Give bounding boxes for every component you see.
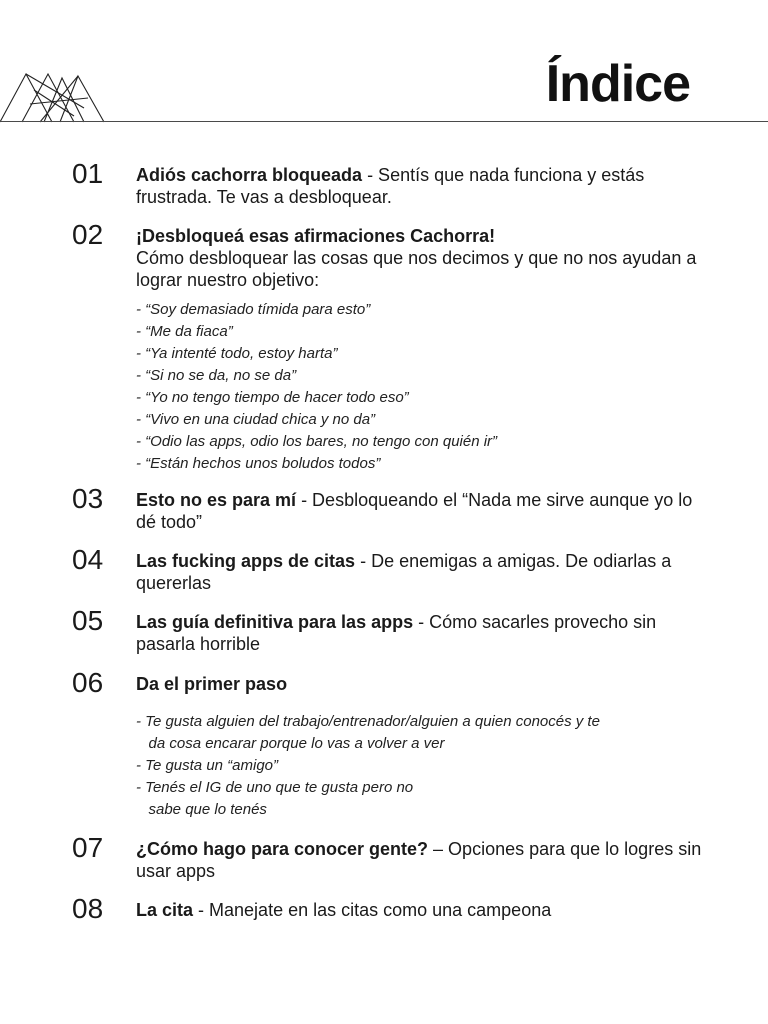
toc-entry-01 (72, 158, 712, 208)
entry-number: 02 (72, 219, 104, 250)
list-item: - “Vivo en una ciudad chica y no da” (136, 411, 376, 428)
entry-description: - Cómo sacarles provecho sin pasarla horrible (136, 612, 657, 654)
list-item: da cosa encarar porque lo vas a volver a ver (136, 735, 445, 752)
entry-sublist (136, 299, 712, 475)
toc-entry-03 (72, 483, 712, 533)
entry-description: - Sentís que nada funciona y estás frustrada. Te vas a desbloquear. (136, 165, 645, 207)
toc-entry-04 (72, 544, 712, 594)
header-divider (0, 121, 768, 122)
entry-text (136, 164, 712, 208)
mountain-logo-icon (0, 72, 106, 124)
entry-number: 08 (72, 893, 104, 924)
list-item: - Tenés el IG de uno que te gusta pero no (136, 779, 414, 796)
entry-text (136, 899, 712, 921)
entry-text (136, 611, 712, 655)
entry-title: ¡Desbloqueá esas afirmaciones Cachorra! (136, 226, 496, 246)
entry-description: - Manejate en las citas como una campeona (193, 900, 552, 920)
entry-description: Cómo desbloquear las cosas que nos decimos y que no nos ayudan a lograr nuestro objetivo: (136, 248, 697, 290)
entry-number: 01 (72, 158, 104, 189)
list-item: - “Odio las apps, odio los bares, no tengo con quién ir” (136, 433, 498, 450)
entry-title: La cita (136, 900, 194, 920)
page-title: Índice (545, 55, 690, 113)
list-item: - “Soy demasiado tímida para esto” (136, 301, 371, 318)
entry-text (136, 225, 712, 291)
entry-number: 06 (72, 667, 104, 698)
entry-text (136, 838, 712, 882)
entry-text (136, 673, 712, 695)
entry-description: - Desbloqueando el “Nada me sirve aunque yo lo dé todo” (136, 490, 693, 532)
list-item: - “Están hechos unos boludos todos” (136, 455, 381, 472)
entry-number: 07 (72, 832, 104, 863)
entry-sublist (136, 711, 712, 821)
toc-entry-07 (72, 832, 712, 882)
list-item: - “Yo no tengo tiempo de hacer todo eso” (136, 389, 409, 406)
entry-text (136, 550, 712, 594)
entry-title: Esto no es para mí (136, 490, 297, 510)
list-item: - Te gusta un “amigo” (136, 757, 279, 774)
entry-title: Adiós cachorra bloqueada (136, 165, 363, 185)
entry-description: - De enemigas a amigas. De odiarlas a quererlas (136, 551, 672, 593)
entry-number: 03 (72, 483, 104, 514)
list-item: - “Me da fiaca” (136, 323, 233, 340)
entry-number: 05 (72, 605, 104, 636)
list-item: - “Ya intenté todo, estoy harta” (136, 345, 338, 362)
entry-title: Las fucking apps de citas (136, 551, 356, 571)
entry-title: ¿Cómo hago para conocer gente? (136, 839, 429, 859)
list-item: sabe que lo tenés (136, 801, 267, 818)
toc-entry-06 (72, 667, 712, 821)
list-item: - “Si no se da, no se da” (136, 367, 297, 384)
toc-entry-05 (72, 605, 712, 655)
entry-title: Da el primer paso (136, 674, 288, 694)
toc-entry-08 (72, 893, 712, 924)
list-item: - Te gusta alguien del trabajo/entrenador/alguien a quien conocés y te (136, 713, 600, 730)
entry-text (136, 489, 712, 533)
toc-entry-02 (72, 219, 712, 475)
entry-description: – Opciones para que lo logres sin usar apps (136, 839, 702, 881)
entry-title: Las guía definitiva para las apps (136, 612, 414, 632)
entry-number: 04 (72, 544, 104, 575)
